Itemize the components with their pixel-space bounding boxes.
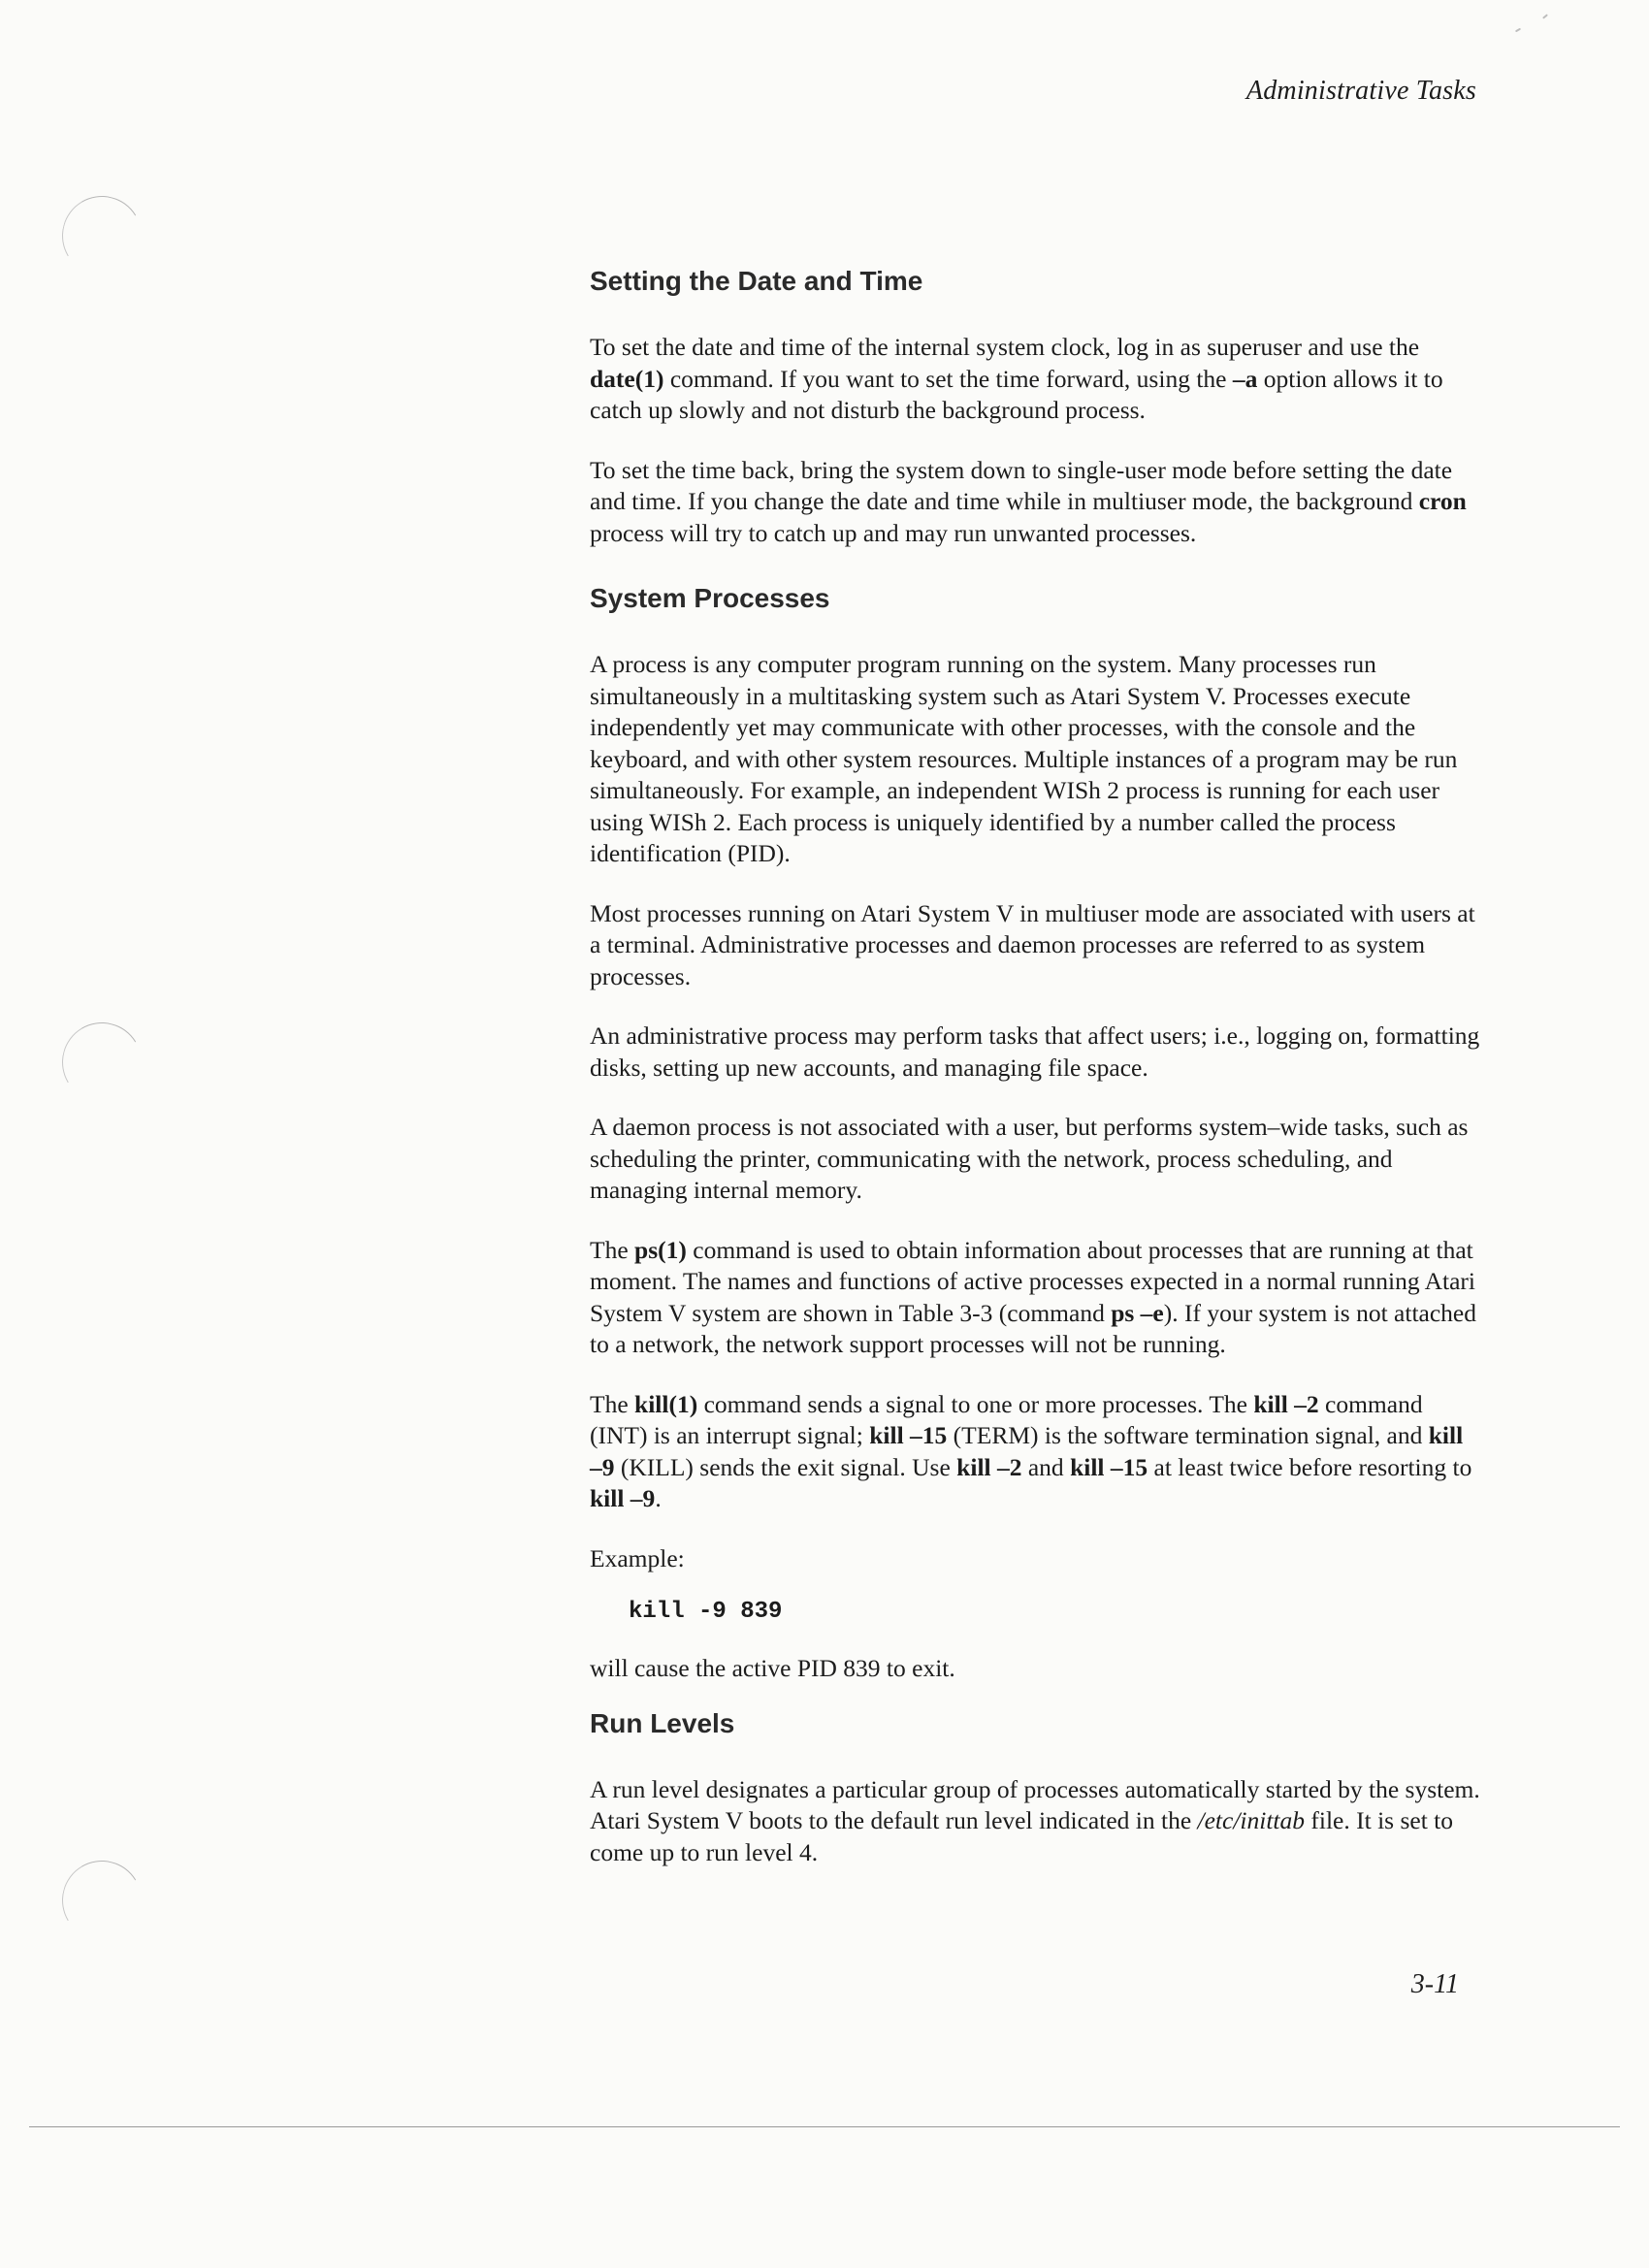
command-name: cron <box>1418 487 1467 515</box>
paragraph: An administrative process may perform tasks that affect users; i.e., logging on, formatting disks, setting up new accounts, and managing file space. <box>590 1021 1480 1082</box>
command-name: kill –9 <box>590 1421 1464 1481</box>
command-name: ps(1) <box>634 1235 687 1264</box>
paragraph: A process is any computer program running on the system. Many processes run simultaneously in a multitasking system such as Atari System V. Processes execute independently yet may communicate with other processes, with the console and the keyboard, and with other system resources. Multiple instances of a program may be run simultaneously. For example, an independent WISh 2 process is running for each user using WISh 2. Each process is uniquely identified by a number called the process identification (PID). <box>590 650 1458 867</box>
binder-hole-mark <box>53 187 149 283</box>
command-option: –a <box>1232 364 1258 393</box>
scan-speck <box>1515 28 1521 33</box>
example-label: Example: <box>590 1543 685 1572</box>
page-body <box>590 260 1480 1896</box>
section-heading-date-time: Setting the Date and Time <box>590 266 923 296</box>
command-name: kill –15 <box>869 1421 948 1449</box>
command-name: kill –9 <box>590 1484 656 1512</box>
binder-hole-mark <box>53 1852 149 1948</box>
command-name: kill –2 <box>956 1452 1022 1481</box>
paragraph: To set the date and time of the internal system clock, log in as superuser and use the date(1) command. If you want to set the time forward, using the –a option allows it to catch up slowly and not disturb the background process. <box>590 333 1443 424</box>
scan-speck <box>1542 14 1548 18</box>
command-name: date(1) <box>590 364 664 393</box>
section-heading-system-processes: System Processes <box>590 583 830 613</box>
command-name: kill –15 <box>1070 1452 1148 1481</box>
paragraph: will cause the active PID 839 to exit. <box>590 1654 955 1682</box>
command-name: kill(1) <box>634 1389 698 1418</box>
paragraph: The ps(1) command is used to obtain information about processes that are running at that moment. The names and functions of active processes expected in a normal running Atari System V system are shown in Table 3-3 (command ps –e). If your system is not attached to a network, the network support processes will not be running. <box>590 1235 1476 1358</box>
paragraph: Most processes running on Atari System V in multiuser mode are associated with users at a terminal. Administrative processes and daemon processes are referred to as system processes. <box>590 898 1475 990</box>
page-number: 3-11 <box>1410 1969 1459 1999</box>
paragraph: A daemon process is not associated with a user, but performs system–wide tasks, such as scheduling the printer, communicating with the network, process scheduling, and managing internal memory. <box>590 1113 1469 1204</box>
command-name: kill –2 <box>1253 1389 1319 1418</box>
binder-hole-mark <box>53 1014 149 1110</box>
running-head: Administrative Tasks <box>1245 76 1476 106</box>
file-path: /etc/inittab <box>1197 1806 1306 1834</box>
code-example: kill -9 839 <box>629 1599 783 1625</box>
footer-divider <box>29 2126 1620 2127</box>
section-heading-run-levels: Run Levels <box>590 1707 735 1738</box>
paragraph: To set the time back, bring the system down to single-user mode before setting the date and time. If you change the date and time while in multiuser mode, the background cron process will try to catch up and may run unwanted processes. <box>590 455 1467 547</box>
command-name: ps –e <box>1111 1298 1164 1327</box>
paragraph: The kill(1) command sends a signal to one or more processes. The kill –2 command (INT) is an interrupt signal; kill –15 (TERM) is the software termination signal, and kill –9 (KILL) sends the exit signal. Use kill –2 and kill –15 at least twice before resorting to kill –9. <box>590 1389 1472 1512</box>
paragraph: A run level designates a particular group of processes automatically started by the system. Atari System V boots to the default run level indicated in the /etc/inittab file. It is set to come up to run level 4. <box>590 1774 1480 1866</box>
